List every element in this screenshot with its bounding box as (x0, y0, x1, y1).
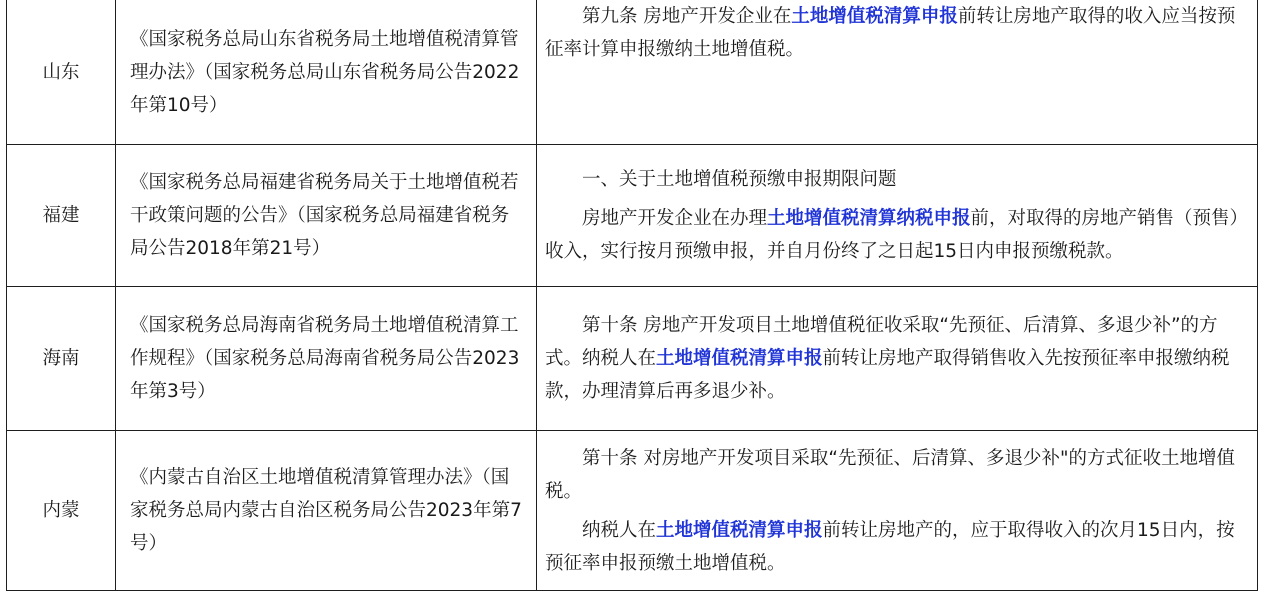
clause-paragraph (545, 514, 1251, 580)
clause-paragraph (545, 442, 1251, 508)
clause-paragraph (545, 0, 1251, 66)
table-row (7, 145, 1258, 287)
clause-cell (537, 287, 1258, 431)
document-cell: 《国家税务总局海南省税务局土地增值税清算工作规程》（国家税务总局海南省税务局公告2023年第3号） (116, 287, 537, 431)
clause-text: 第十条 房地产开发项目土地增值税征收采取“先预征、后清算、多退少补”的方式。纳税人在 (545, 315, 1218, 369)
clause-text: 第九条 房地产开发企业在 (582, 6, 792, 27)
clause-text: 前转让房地产的，应于取得收入的次月15日内，按预征率申报预缴土地增值税。 (545, 519, 1235, 574)
clause-paragraph (545, 202, 1251, 268)
policy-table (6, 0, 1258, 591)
clause-cell (537, 431, 1258, 591)
clause-paragraph (545, 309, 1251, 408)
clause-cell (537, 0, 1258, 145)
document-cell: 《国家税务总局福建省税务局关于土地增值税若干政策问题的公告》（国家税务总局福建省税务局公告2018年第21号） (116, 145, 537, 287)
highlight-term[interactable]: 土地增值税清算申报 (656, 348, 823, 369)
clause-text: 第十条 对房地产开发项目采取“先预征、后清算、多退少补"的方式征收土地增值税。 (545, 447, 1235, 502)
clause-text: 前转让房地产取得的收入应当按预征率计算申报缴纳土地增值税。 (545, 6, 1236, 60)
clause-text: 前，对取得的房地产销售（预售）收入，实行按月预缴申报，并自月份终了之日起15日内申报预缴税款。 (545, 208, 1249, 262)
clause-text: 前转让房地产取得销售收入先按预征率申报缴纳税款，办理清算后再多退少补。 (545, 348, 1230, 402)
clause-text: 房地产开发企业在办理 (582, 208, 768, 229)
province-cell: 福建 (7, 145, 116, 287)
clause-cell (537, 145, 1258, 287)
province-cell: 内蒙 (7, 431, 116, 591)
clause-text: 纳税人在 (582, 519, 657, 541)
document-cell: 《内蒙古自治区土地增值税清算管理办法》（国家税务总局内蒙古自治区税务局公告2023年第7号） (116, 431, 537, 591)
table-row (7, 431, 1258, 591)
highlight-term[interactable]: 土地增值税清算纳税申报 (767, 208, 971, 229)
highlight-term[interactable]: 土地增值税清算申报 (656, 519, 823, 541)
clause-text: 一、关于土地增值税预缴申报期限问题 (582, 169, 897, 190)
table-row (7, 287, 1258, 431)
document-cell: 《国家税务总局山东省税务局土地增值税清算管理办法》（国家税务总局山东省税务局公告2022年第10号） (116, 0, 537, 145)
province-cell: 山东 (7, 0, 116, 145)
highlight-term[interactable]: 土地增值税清算申报 (791, 6, 958, 27)
province-cell: 海南 (7, 287, 116, 431)
clause-paragraph (545, 163, 1251, 196)
table-row (7, 0, 1258, 145)
